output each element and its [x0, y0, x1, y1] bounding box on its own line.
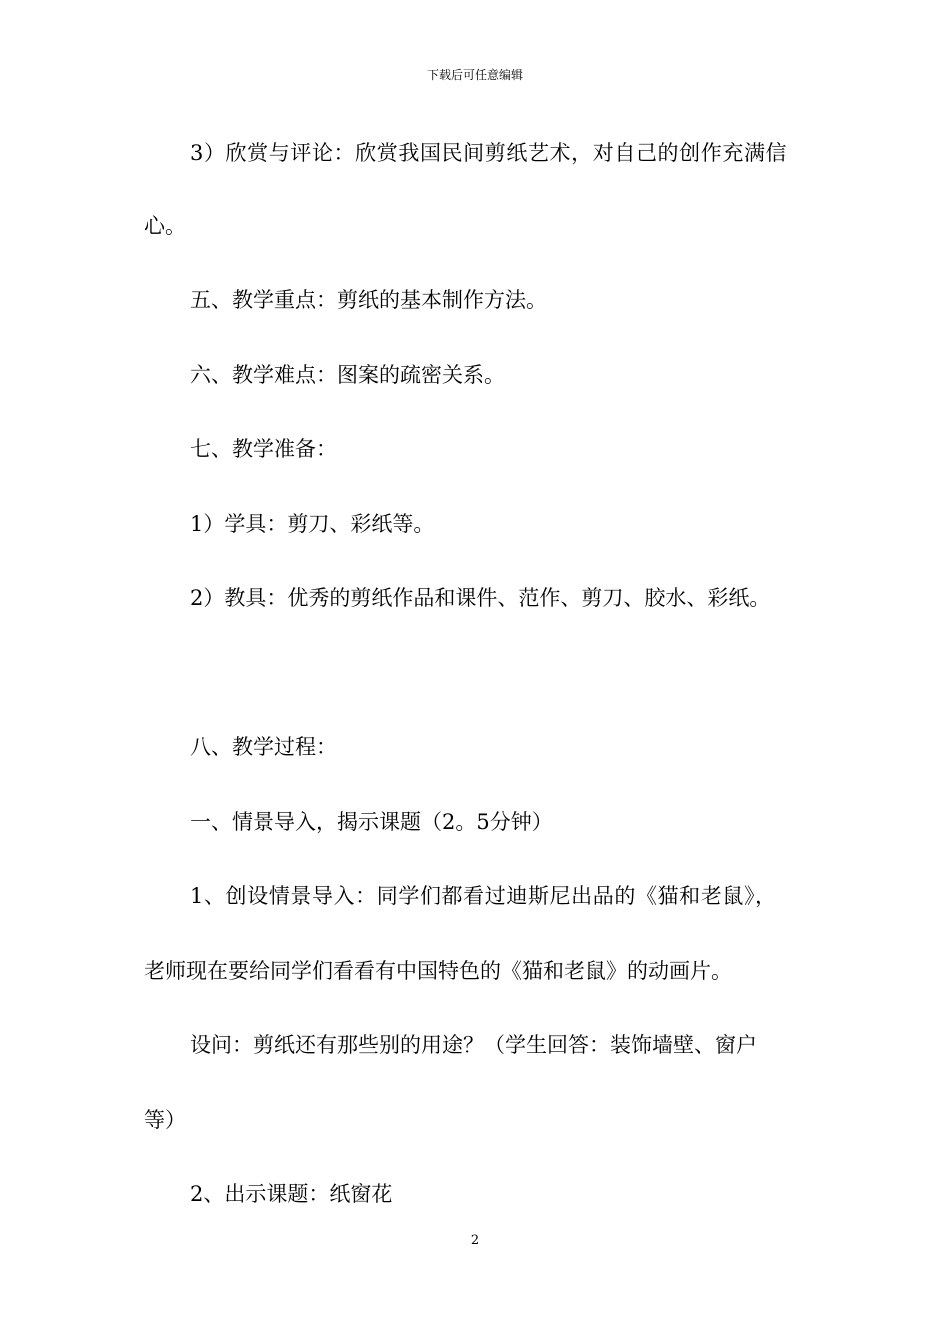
paragraph-teaching-preparation: 七、教学准备：	[190, 437, 337, 461]
paragraph-scenario-intro: 一、情景导入，揭示课题（2。5分钟）	[190, 810, 553, 834]
paragraph-appreciation-line1: 3）欣赏与评论：欣赏我国民间剪纸艺术，对自己的创作充满信	[190, 141, 788, 165]
paragraph-appreciation-line2: 心。	[144, 214, 186, 238]
paragraph-show-topic: 2、出示课题：纸窗花	[190, 1182, 393, 1206]
page-number: 2	[470, 1233, 480, 1248]
paragraph-create-scenario-line1: 1、创设情景导入：同学们都看过迪斯尼出品的《猫和老鼠》，	[190, 884, 777, 908]
paragraph-teacher-tools: 2）教具：优秀的剪纸作品和课件、范作、剪刀、胶水、彩纸。	[190, 586, 771, 610]
paragraph-teaching-difficulty: 六、教学难点：图案的疏密关系。	[190, 363, 505, 387]
paragraph-question-line2: 等）	[144, 1108, 186, 1132]
page-header: 下载后可任意编辑	[426, 68, 523, 82]
paragraph-student-tools: 1）学具：剪刀、彩纸等。	[190, 512, 435, 536]
paragraph-teaching-focus: 五、教学重点：剪纸的基本制作方法。	[190, 288, 547, 312]
paragraph-create-scenario-line2: 老师现在要给同学们看看有中国特色的《猫和老鼠》的动画片。	[144, 959, 732, 983]
paragraph-question-line1: 设问：剪纸还有那些别的用途？（学生回答：装饰墙壁、窗户	[190, 1033, 757, 1057]
paragraph-teaching-process: 八、教学过程：	[190, 735, 337, 759]
